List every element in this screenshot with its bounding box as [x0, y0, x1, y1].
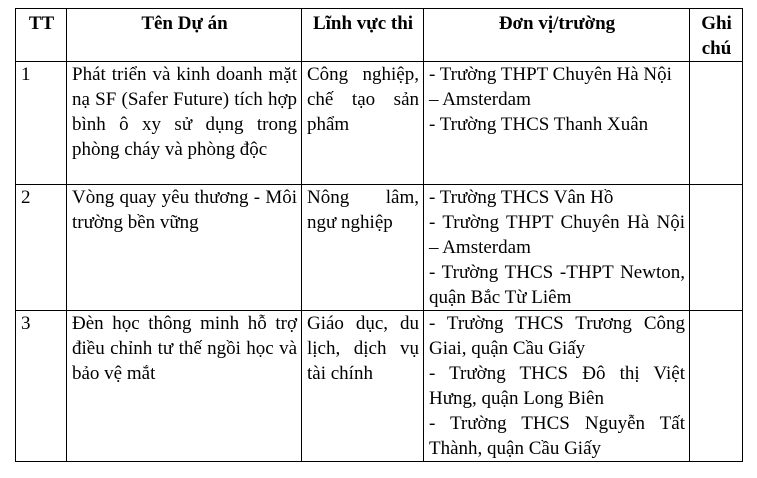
cell-note [690, 311, 743, 462]
cell-schools [424, 311, 690, 462]
table-row [16, 311, 743, 462]
school-item: - Trường THCS Thanh Xuân [429, 114, 649, 135]
school-item: - Trường THPT Chuyên Hà Nội – Amsterdam [429, 64, 672, 110]
school-item: - Trường THCS Vân Hồ [429, 187, 614, 208]
cell-project: Phát triển và kinh doanh mặt nạ SF (Safer Future) tích hợp bình ô xy sử dụng trong phòng cháy và phòng độc [67, 62, 302, 185]
cell-field: Giáo dục, du lịch, dịch vụ tài chính [302, 311, 424, 462]
cell-tt: 1 [16, 62, 67, 185]
school-item: - Trường THPT Chuyên Hà Nội – Amsterdam [429, 212, 685, 258]
cell-note [690, 62, 743, 185]
cell-project: Vòng quay yêu thương - Môi trường bền vững [67, 185, 302, 311]
header-tt: TT [16, 9, 67, 62]
cell-field: Nông lâm, ngư nghiệp [302, 185, 424, 311]
project-table [15, 8, 743, 462]
header-field: Lĩnh vực thi [302, 9, 424, 62]
cell-project: Đèn học thông minh hỗ trợ điều chỉnh tư thế ngồi học và bảo vệ mắt [67, 311, 302, 462]
header-school: Đơn vị/trường [424, 9, 690, 62]
school-item: - Trường THCS Đô thị Việt Hưng, quận Long Biên [429, 363, 685, 409]
table-row [16, 62, 743, 185]
cell-tt: 3 [16, 311, 67, 462]
header-project: Tên Dự án [67, 9, 302, 62]
table-row [16, 185, 743, 311]
header-row [16, 9, 743, 62]
header-note: Ghi chú [690, 9, 743, 62]
cell-schools [424, 62, 690, 185]
school-item: - Trường THCS Nguyễn Tất Thành, quận Cầu Giấy [429, 413, 685, 459]
cell-schools [424, 185, 690, 311]
cell-field: Công nghiệp, chế tạo sản phẩm [302, 62, 424, 185]
cell-note [690, 185, 743, 311]
cell-tt: 2 [16, 185, 67, 311]
school-item: - Trường THCS -THPT Newton, quận Bắc Từ Liêm [429, 262, 685, 308]
school-item: - Trường THCS Trương Công Giai, quận Cầu Giấy [429, 313, 685, 359]
